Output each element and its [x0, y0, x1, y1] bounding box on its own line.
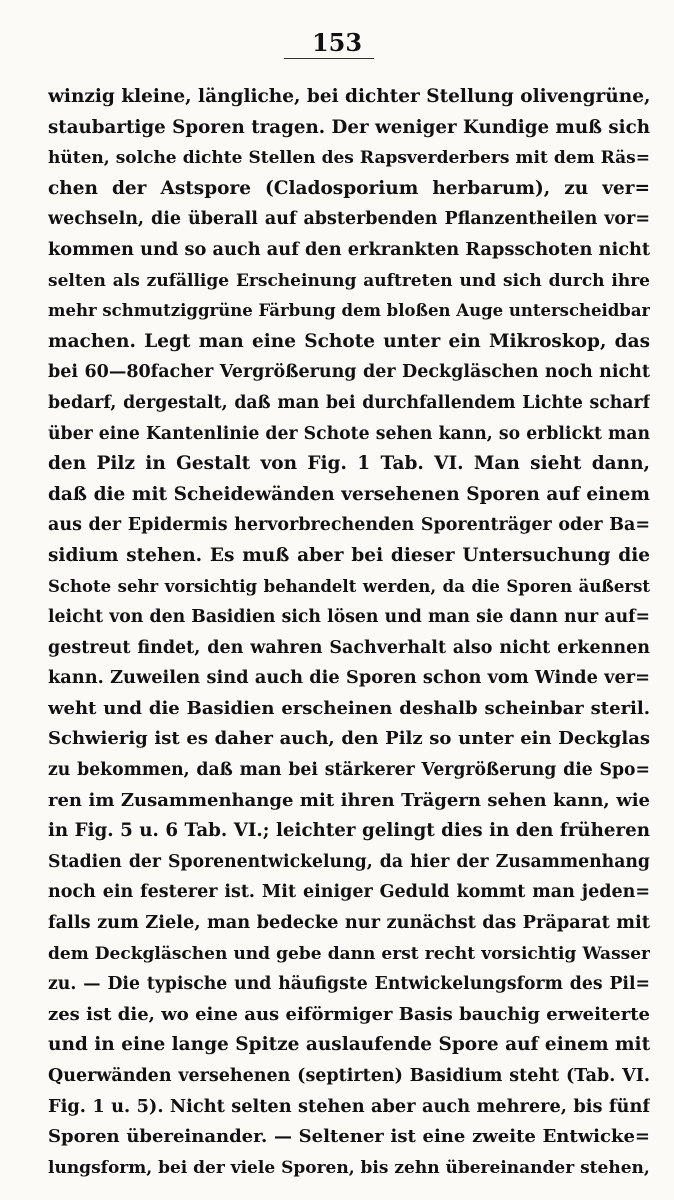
text-line: zu. — Die typische und häufigste Entwickelungsform des Pil= — [48, 974, 650, 995]
text-line: dem Deckgläschen und gebe dann erst recht vorsichtig Wasser — [48, 943, 650, 964]
text-line: machen. Legt man eine Schote unter ein Mikroskop, das — [48, 330, 650, 352]
text-line: sidium stehen. Es muß aber bei dieser Untersuchung die — [48, 544, 650, 566]
text-line: Fig. 1 u. 5). Nicht selten stehen aber auch mehrere, bis fünf — [48, 1095, 650, 1117]
text-line: zu bekommen, daß man bei stärkerer Vergrößerung die Spo= — [48, 760, 650, 781]
text-line: kann. Zuweilen sind auch die Sporen schon vom Winde ver= — [48, 667, 650, 689]
text-line: Sporen übereinander. — Seltener ist eine zweite Entwicke= — [48, 1126, 650, 1148]
text-line: lungsform, bei der viele Sporen, bis zehn übereinander stehen, — [48, 1157, 650, 1178]
text-line: ren im Zusammenhange mit ihren Trägern sehen kann, wie — [48, 789, 650, 811]
text-line: daß die mit Scheidewänden versehenen Sporen auf einem — [48, 483, 650, 505]
text-line: selten als zufällige Erscheinung auftreten und sich durch ihre — [48, 270, 650, 291]
text-line: staubartige Sporen tragen. Der weniger Kundige muß sich — [48, 116, 650, 138]
text-line: wechseln, die überall auf absterbenden Pflanzentheilen vor= — [48, 209, 650, 230]
text-line: gestreut findet, den wahren Sachverhalt also nicht erkennen — [48, 637, 650, 658]
header-rule — [284, 58, 374, 59]
text-line: mehr schmutziggrüne Färbung dem bloßen Auge unterscheidbar — [48, 301, 650, 321]
text-line: chen der Astspore (Cladosporium herbarum), zu ver= — [48, 177, 650, 199]
text-line: Schwierig ist es daher auch, den Pilz so unter ein Deckglas — [48, 728, 650, 750]
text-line: Schote sehr vorsichtig behandelt werden, da die Sporen äußerst — [48, 576, 650, 596]
page-number: 153 — [311, 28, 363, 57]
text-line: leicht von den Basidien sich lösen und man sie dann nur auf= — [48, 607, 650, 628]
text-line: bei 60—80facher Vergrößerung der Deckgläschen noch nicht — [48, 362, 650, 383]
body-text — [48, 82, 650, 1183]
text-line: aus der Epidermis hervorbrechenden Sporenträger oder Ba= — [48, 515, 650, 536]
text-line: Querwänden versehenen (septirten) Basidium steht (Tab. VI. — [48, 1066, 650, 1086]
text-line: weht und die Basidien erscheinen deshalb scheinbar steril. — [48, 697, 650, 719]
text-line: in Fig. 5 u. 6 Tab. VI.; leichter gelingt dies in den früheren — [48, 820, 650, 842]
text-line: Stadien der Sporenentwickelung, da hier der Zusammenhang — [48, 851, 650, 872]
text-line: bedarf, dergestalt, daß man bei durchfallendem Lichte scharf — [48, 392, 650, 413]
text-line: noch ein festerer ist. Mit einiger Geduld kommt man jeden= — [48, 882, 650, 903]
text-line: winzig kleine, längliche, bei dichter Stellung olivengrüne, — [48, 86, 650, 107]
text-line: den Pilz in Gestalt von Fig. 1 Tab. VI. Man sieht dann, — [48, 453, 650, 475]
text-line: und in eine lange Spitze auslaufende Spore auf einem mit — [48, 1034, 650, 1056]
text-line: hüten, solche dichte Stellen des Rapsverderbers mit dem Räs= — [48, 148, 650, 169]
text-line: zes ist die, wo eine aus eiförmiger Basis bauchig erweiterte — [48, 1003, 650, 1025]
text-line: falls zum Ziele, man bedecke nur zunächst das Präparat mit — [48, 912, 650, 934]
text-line: über eine Kantenlinie der Schote sehen kann, so erblickt man — [48, 423, 650, 444]
text-line: kommen und so auch auf den erkrankten Rapsschoten nicht — [48, 238, 650, 260]
